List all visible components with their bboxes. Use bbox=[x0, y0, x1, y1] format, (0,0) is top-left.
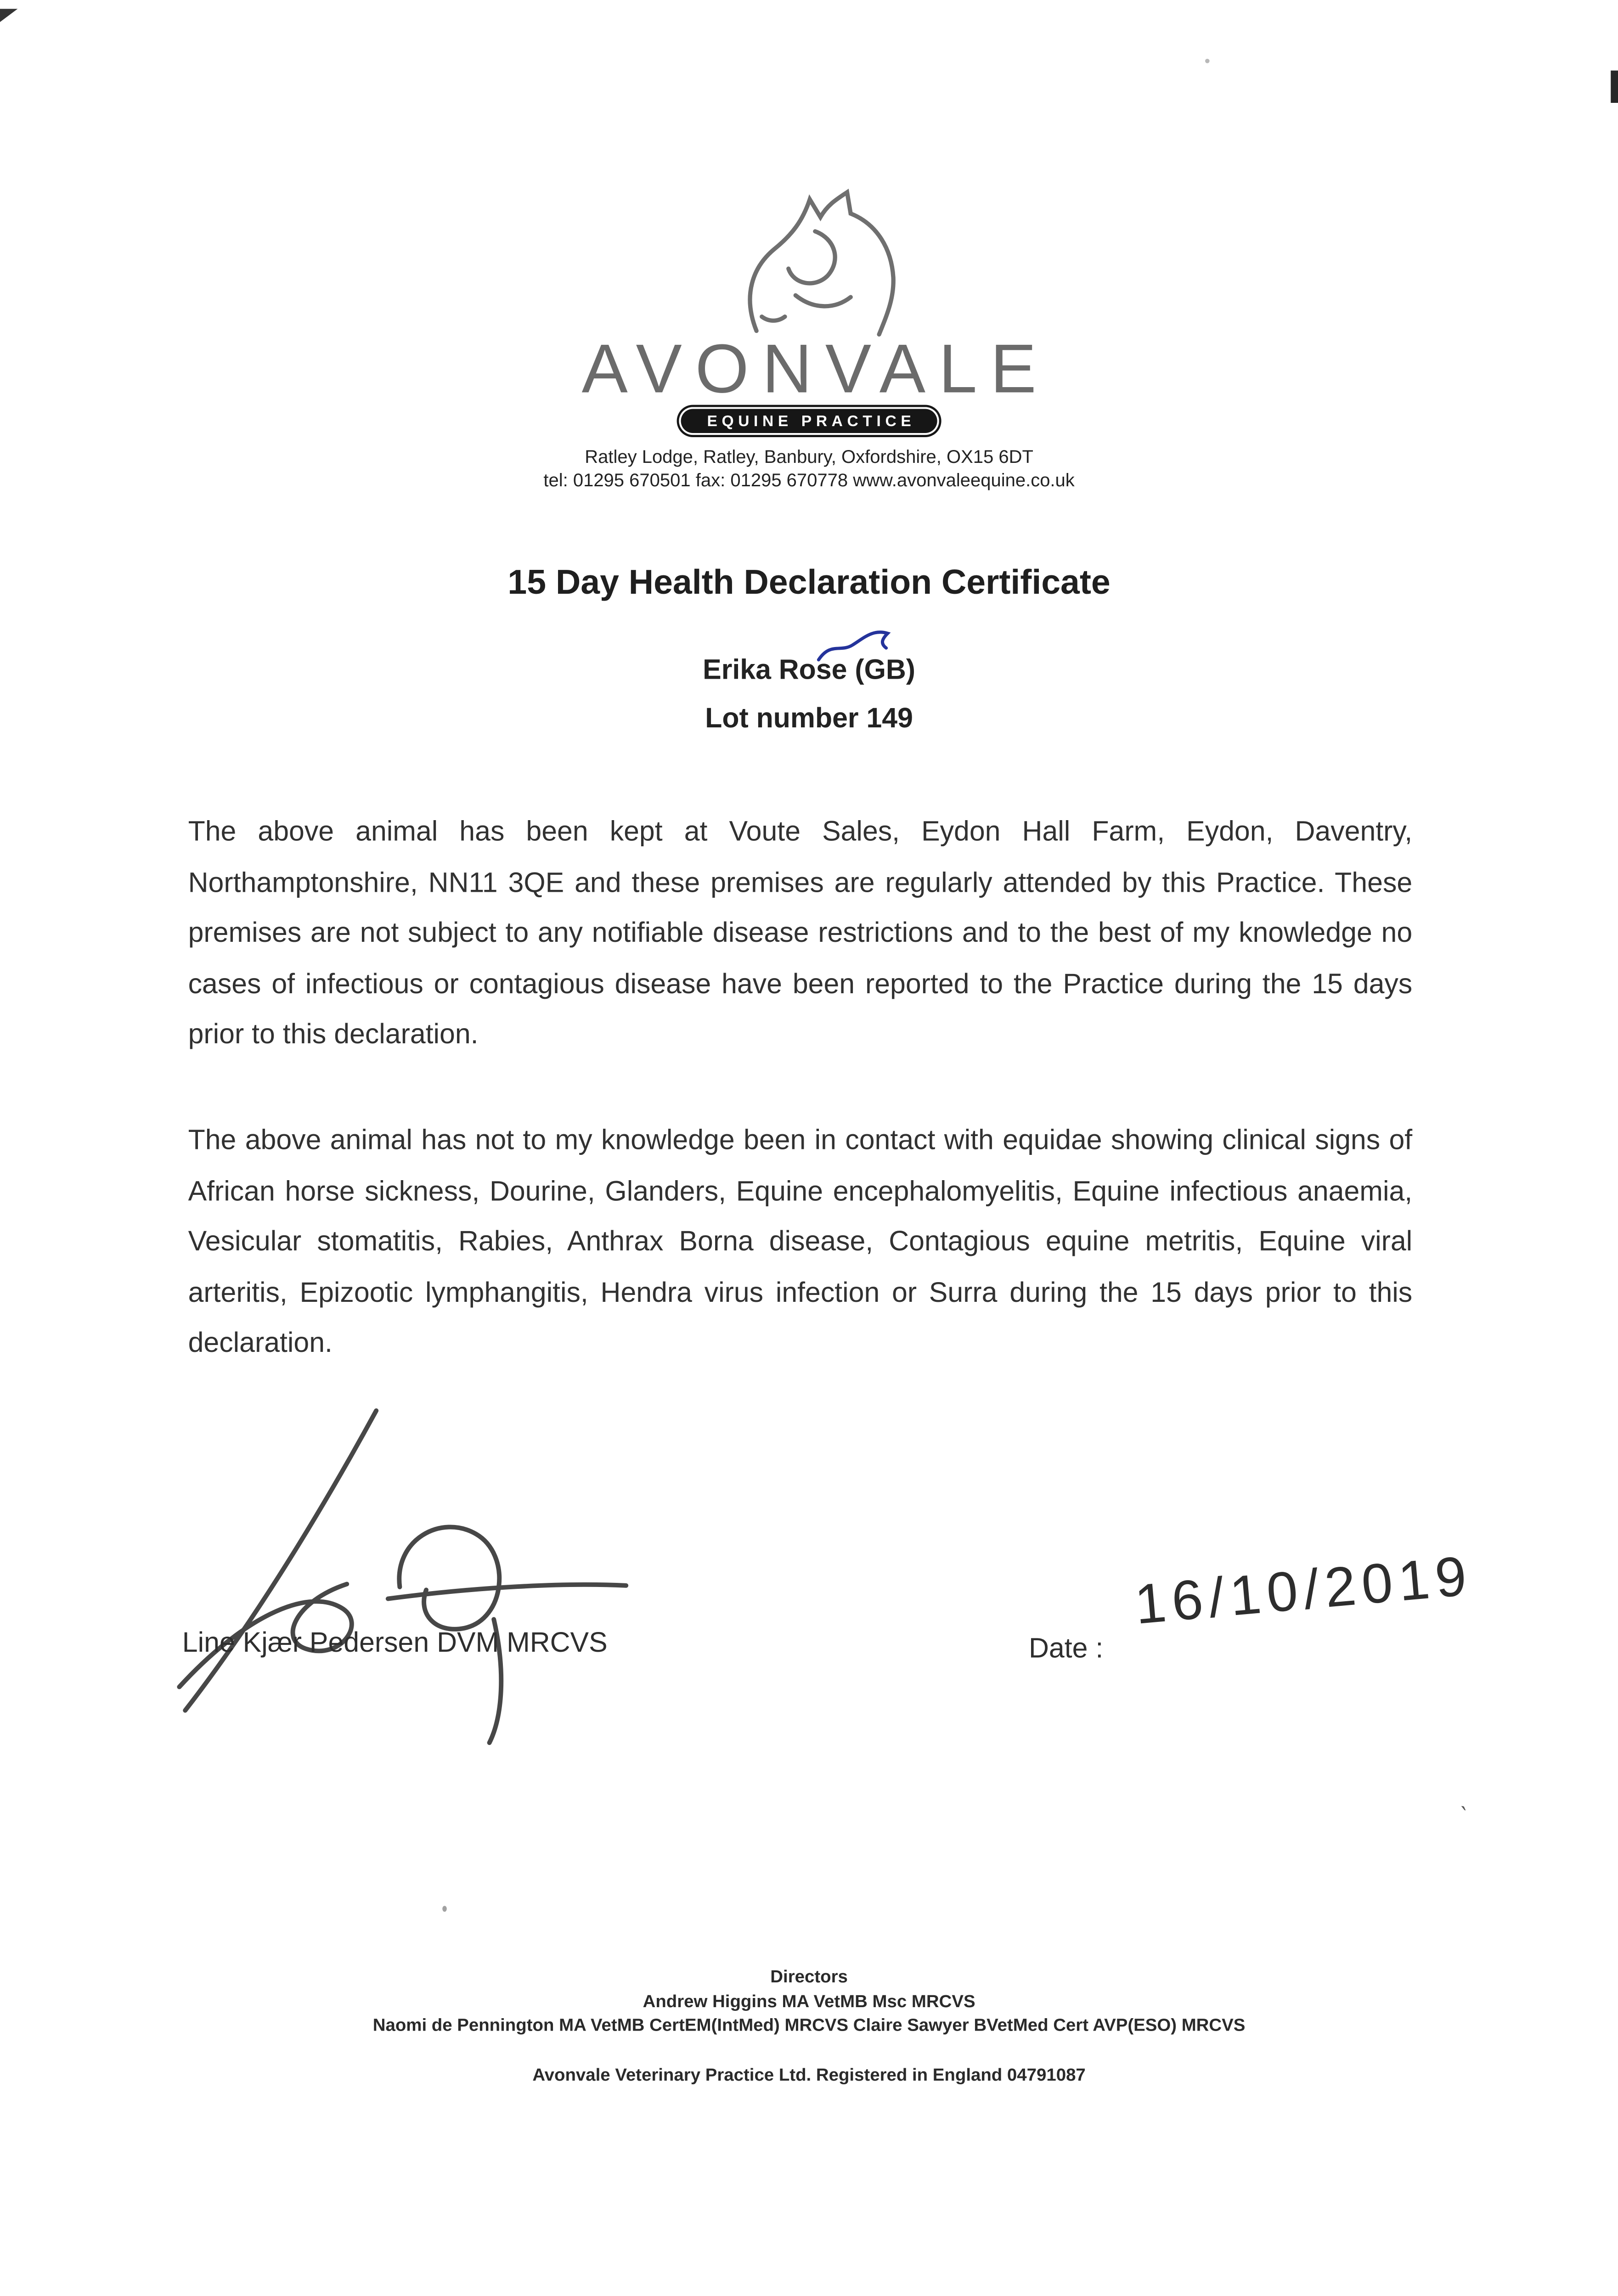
scan-artifact-edge bbox=[1611, 71, 1618, 103]
signatory-name: Line Kjær Pedersen DVM MRCVS bbox=[182, 1628, 608, 1659]
lot-number: Lot number 149 bbox=[705, 703, 913, 735]
directors-heading: Directors bbox=[770, 1966, 848, 1987]
date-label: Date : bbox=[1029, 1634, 1104, 1665]
practice-header bbox=[0, 185, 1618, 493]
declaration-paragraph-1: The above animal has been kept at Voute Sales, Eydon Hall Farm, Eydon, Daventry, Northamptonshire, NN11 3QE and these premises are regularly attended by this Practice. These premises are not subject to any notifiable disease restrictions and to the best of my knowledge no cases of infectious or contagious disease have been reported to the Practice during the 15 days prior to this declaration. bbox=[188, 817, 1413, 1051]
practice-address: Ratley Lodge, Ratley, Banbury, Oxfordshire, OX15 6DT bbox=[585, 447, 1033, 468]
scan-artifact-tick: ` bbox=[1455, 1804, 1469, 1830]
company-registration: Avonvale Veterinary Practice Ltd. Registered in England 04791087 bbox=[532, 2065, 1086, 2085]
directors-line-1: Andrew Higgins MA VetMB Msc MRCVS bbox=[643, 1990, 975, 2011]
practice-contact: tel: 01295 670501 fax: 01295 670778 www.avonvaleequine.co.uk bbox=[543, 471, 1075, 491]
scan-artifact-speck-top bbox=[1205, 59, 1210, 63]
brand-badge: EQUINE PRACTICE bbox=[679, 408, 939, 436]
brand-name: AVONVALE bbox=[581, 329, 1050, 407]
scan-artifact-speck-bottom bbox=[442, 1906, 447, 1912]
handwritten-correction-squiggle bbox=[815, 627, 895, 665]
directors-line-2: Naomi de Pennington MA VetMB CertEM(IntMed) MRCVS Claire Sawyer BVetMed Cert AVP(ESO) MRCVS bbox=[372, 2015, 1246, 2035]
scan-artifact-corner bbox=[0, 9, 17, 22]
handwritten-signature bbox=[153, 1399, 645, 1749]
animal-name-line bbox=[0, 655, 1618, 687]
declaration-paragraph-2: The above animal has not to my knowledge been in contact with equidae showing clinical signs of African horse sickness, Dourine, Glanders, Equine encephalomyelitis, Equine infectious anaemia, Vesicular stomatitis, Rabies, Anthrax Borna disease, Contagious equine metritis, Equine viral arteritis, Epizootic lymphangitis, Hendra virus infection or Surra during the 15 days prior to this declaration. bbox=[188, 1125, 1413, 1359]
horse-head-logo-icon bbox=[699, 185, 919, 338]
document-title: 15 Day Health Declaration Certificate bbox=[507, 563, 1111, 601]
handwritten-date: 16/10/2019 bbox=[1132, 1546, 1475, 1637]
animal-name: Erika Rose (GB) bbox=[703, 655, 916, 687]
